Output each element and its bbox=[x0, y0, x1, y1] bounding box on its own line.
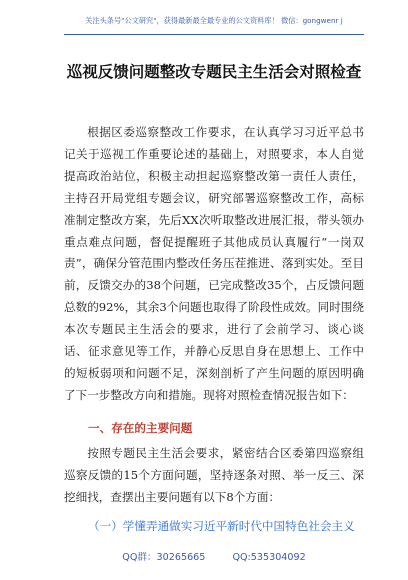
section-heading-main-problems: 一、存在的主要问题 bbox=[88, 421, 193, 435]
intro-paragraph: 根据区委巡察整改工作要求，在认真学习习近平总书记关于巡视工作重要论述的基础上，对照要求，本人自觉提高政治站位，积极主动担起巡察整改第一责任人责任，主持召开局党组专题会议，研究部署巡察整改工作，高标准制定整改方案，先后XX次听取整改进展汇报，带头领办重点难点问题，督促提醒班子其他成员认真履行“一岗双责”，确保分管范围内整改任务压茬推进、落到实处。至目前，反馈交办的38个问题，已完成整改35个，占反馈问题总数的92%，其余3个问题也取得了阶段性成效。同时围绕本次专题民主生活会的要求，进行了会前学习、谈心谈话、征求意见等工作，并静心反思自身在思想上、工作中的短板弱项和问题不足，深刻剖析了产生问题的原因明确了下一步整改方向和措施。现将对照检查情况报告如下： bbox=[64, 125, 364, 402]
document-title: 巡视反馈问题整改专题民主生活会对照检查 bbox=[66, 62, 362, 81]
footer-qq-group: QQ群：30265665 bbox=[122, 552, 206, 563]
footer-qq: QQ:535304092 bbox=[232, 552, 306, 563]
footer-contact bbox=[64, 549, 364, 563]
header-banner[interactable]: 关注头条号"公文研究"，获得最新最全最专业的公文资料库！ 微信：gongwenr j bbox=[85, 16, 343, 25]
section-paragraph: 按照专题民主生活会要求，紧密结合区委第四巡察组巡察反馈的15个方面问题，坚持逐条对照、举一反三、深挖细找，查摆出主要问题有以下8个方面： bbox=[64, 446, 364, 504]
header-divider bbox=[64, 34, 364, 35]
subsection-heading: （一）学懂弄通做实习近平新时代中国特色社会主义 bbox=[88, 519, 355, 533]
